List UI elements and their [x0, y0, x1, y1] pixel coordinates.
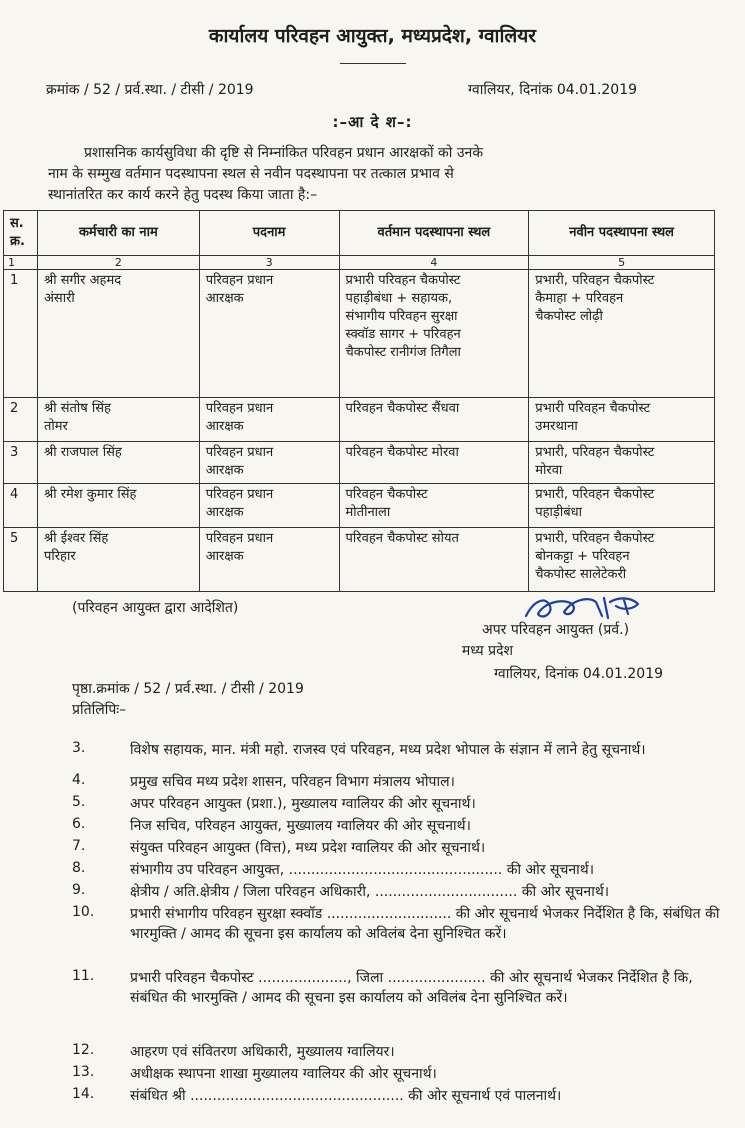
order-heading: :–आ दे श–:	[332, 113, 413, 131]
signatory-place-date: ग्वालियर, दिनांक 04.01.2019	[494, 666, 664, 682]
copy-recipient-text: क्षेत्रीय / अति.क्षेत्रीय / जिला परिवहन अधिकारी, ................................ की ओर सूचनार्थ।	[130, 884, 610, 900]
copy-number: 6.	[72, 816, 86, 832]
intro-line-3: स्थानांतरित कर कार्य करने हेतु पदस्थ किया जाता है:–	[48, 187, 318, 203]
current-posting-cell: परिवहन चैकपोस्ट सैंधवा	[339, 398, 529, 442]
table-header-row	[4, 211, 715, 256]
copy-recipient-text: निज सचिव, परिवहन आयुक्त, मुख्यालय ग्वालियर की ओर सूचनार्थ।	[130, 818, 471, 834]
transfer-table	[3, 210, 715, 592]
employee-name-cell: श्री संतोष सिंह तोमर	[37, 398, 199, 442]
employee-name-cell: श्री ईश्वर सिंह परिहार	[37, 528, 199, 592]
serial-number-cell: 5	[4, 528, 38, 592]
copy-recipient-text: प्रभारी संभागीय परिवहन सुरक्षा स्क्वॉड ............................ की ओर सूचनार्थ भेजकर निर्देशित है कि, संबंधित की भारमुक्ति / आमद की सूचना इस कार्यालय को अविलंब देना सुनिश्चित करें।	[130, 906, 720, 942]
order-intro-paragraph	[48, 143, 708, 206]
endorsement-number: पृष्ठा.क्रमांक / 52 / प्रर्व.स्था. / टीसी / 2019	[72, 681, 304, 697]
serial-number-cell: 1	[4, 270, 38, 398]
table-row	[4, 270, 715, 398]
copy-number: 3.	[72, 740, 86, 756]
new-posting-cell: प्रभारी, परिवहन चैकपोस्ट कैमाहा + परिवहन चैकपोस्ट लोढ़ी	[529, 270, 715, 398]
new-posting-cell: प्रभारी परिवहन चैकपोस्ट उमरथाना	[529, 398, 715, 442]
reference-date: ग्वालियर, दिनांक 04.01.2019	[468, 82, 638, 98]
copy-recipient-text: अपर परिवहन आयुक्त (प्रशा.), मुख्यालय ग्वालियर की ओर सूचनार्थ।	[130, 796, 476, 812]
serial-number-cell: 3	[4, 442, 38, 484]
header-designation: पदनाम	[199, 211, 339, 256]
copy-recipient-text: आहरण एवं संवितरण अधिकारी, मुख्यालय ग्वालियर।	[130, 1044, 395, 1060]
column-number: 4	[339, 256, 529, 270]
intro-line-1: प्रशासनिक कार्यसुविधा की दृष्टि से निम्नांकित परिवहन प्रधान आरक्षकों को उनके	[84, 145, 484, 161]
reference-number: क्रमांक / 52 / प्रर्व.स्था. / टीसी / 2019	[46, 82, 254, 98]
designation-cell: परिवहन प्रधान आरक्षक	[199, 484, 339, 528]
copy-recipient-text: प्रमुख सचिव मध्य प्रदेश शासन, परिवहन विभाग मंत्रालय भोपाल।	[130, 774, 455, 790]
column-number: 5	[529, 256, 715, 270]
new-posting-cell: प्रभारी, परिवहन चैकपोस्ट बोनकट्टा + परिवहन चैकपोस्ट सालेटेकरी	[529, 528, 715, 592]
designation-cell: परिवहन प्रधान आरक्षक	[199, 270, 339, 398]
copy-recipient-text: प्रभारी परिवहन चैकपोस्ट ...................., जिला ...................... की ओर सूचनार्थ भेजकर निर्देशित है कि, संबंधित की भारमुक्ति / आमद की सूचना इस कार्यालय को अविलंब देना सुनिश्चित करें।	[130, 970, 693, 1006]
header-new-posting: नवीन पदस्थापना स्थल	[529, 211, 715, 256]
current-posting-cell: परिवहन चैकपोस्ट मोतीनाला	[339, 484, 529, 528]
header-serial: स. क्र.	[4, 211, 38, 256]
table-row	[4, 398, 715, 442]
intro-line-2: नाम के सम्मुख वर्तमान पदस्थापना स्थल से नवीन पदस्थापना पर तत्काल प्रभाव से	[48, 166, 454, 182]
employee-name-cell: श्री सगीर अहमद अंसारी	[37, 270, 199, 398]
signatory-designation: अपर परिवहन आयुक्त (प्रर्व.)	[482, 622, 630, 638]
new-posting-cell: प्रभारी, परिवहन चैकपोस्ट पहाड़ीबंधा	[529, 484, 715, 528]
copy-number: 11.	[72, 968, 95, 984]
transfer-table-body	[4, 270, 715, 592]
copy-number: 7.	[72, 838, 86, 854]
header-employee-name: कर्मचारी का नाम	[37, 211, 199, 256]
column-number-row	[4, 256, 715, 270]
copy-number: 4.	[72, 772, 86, 788]
serial-number-cell: 4	[4, 484, 38, 528]
table-row	[4, 442, 715, 484]
table-row	[4, 528, 715, 592]
designation-cell: परिवहन प्रधान आरक्षक	[199, 442, 339, 484]
header-current-posting: वर्तमान पदस्थापना स्थल	[339, 211, 529, 256]
copy-to-label: प्रतिलिपिः–	[72, 702, 127, 718]
copy-recipient-text: संबंधित श्री ................................................ की ओर सूचनार्थ एवं पालनार्थ।	[130, 1088, 562, 1104]
copy-recipient-text: संयुक्त परिवहन आयुक्त (वित्त), मध्य प्रदेश ग्वालियर की ओर सूचनार्थ।	[130, 840, 486, 856]
current-posting-cell: प्रभारी परिवहन चैकपोस्ट पहाड़ीबंधा + सहायक, संभागीय परिवहन सुरक्षा स्क्वॉड सागर + परिवहन चैकपोस्ट रानीगंज तिगैला	[339, 270, 529, 398]
column-number: 2	[37, 256, 199, 270]
current-posting-cell: परिवहन चैकपोस्ट सोयत	[339, 528, 529, 592]
copy-number: 9.	[72, 882, 86, 898]
designation-cell: परिवहन प्रधान आरक्षक	[199, 398, 339, 442]
copy-number: 5.	[72, 794, 86, 810]
ordered-by-note: (परिवहन आयुक्त द्वारा आदेशित)	[72, 600, 239, 616]
new-posting-cell: प्रभारी, परिवहन चैकपोस्ट मोरवा	[529, 442, 715, 484]
table-row	[4, 484, 715, 528]
copy-number: 10.	[72, 904, 95, 920]
copy-recipient-text: संभागीय उप परिवहन आयुक्त, ................................................ की ओर सूचनार्थ।	[130, 862, 595, 878]
current-posting-cell: परिवहन चैकपोस्ट मोरवा	[339, 442, 529, 484]
copy-recipient-text: विशेष सहायक, मान. मंत्री महो. राजस्व एवं परिवहन, मध्य प्रदेश भोपाल के संज्ञान में लाने हेतु सूचनार्थ।	[130, 742, 646, 758]
column-number: 3	[199, 256, 339, 270]
copy-number: 8.	[72, 860, 86, 876]
employee-name-cell: श्री रमेश कुमार सिंह	[37, 484, 199, 528]
column-number: 1	[4, 256, 38, 270]
designation-cell: परिवहन प्रधान आरक्षक	[199, 528, 339, 592]
signatory-state: मध्य प्रदेश	[461, 643, 514, 659]
title-underline	[340, 63, 406, 64]
office-title: कार्यालय परिवहन आयुक्त, मध्यप्रदेश, ग्वालियर	[208, 25, 537, 47]
copy-number: 12.	[72, 1042, 95, 1058]
serial-number-cell: 2	[4, 398, 38, 442]
copy-recipient-text: अधीक्षक स्थापना शाखा मुख्यालय ग्वालियर की ओर सूचनार्थ।	[130, 1066, 437, 1082]
employee-name-cell: श्री राजपाल सिंह	[37, 442, 199, 484]
copy-number: 14.	[72, 1086, 95, 1102]
copy-number: 13.	[72, 1064, 95, 1080]
